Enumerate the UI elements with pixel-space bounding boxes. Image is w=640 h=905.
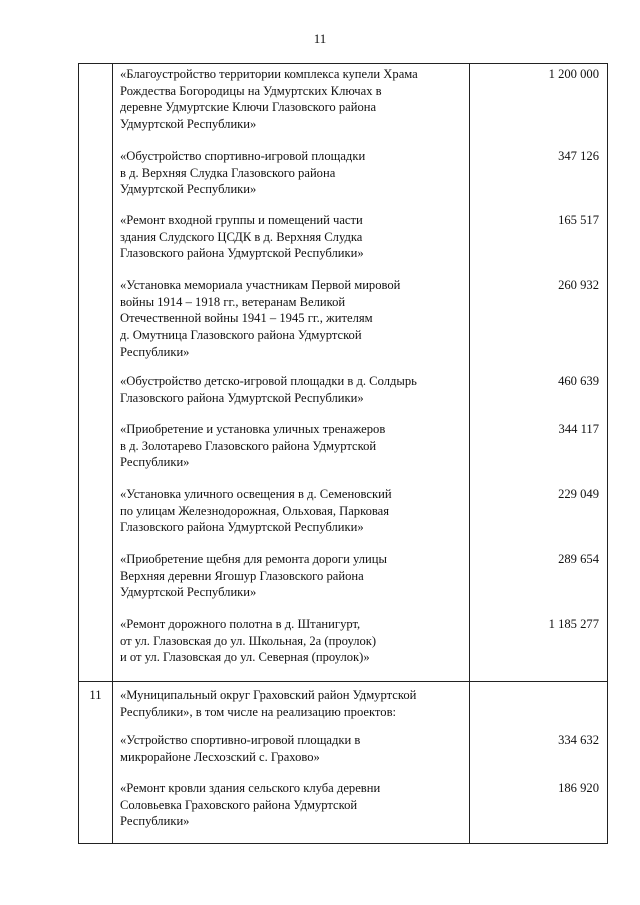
row-divider-section-11 xyxy=(79,681,607,682)
project-amount: 289 654 xyxy=(558,552,599,566)
project-description: «Ремонт дорожного полотна в д. Штанигурт, от ул. Глазовская до ул. Школьная, 2а (проулок) и от ул. Глазовская до ул. Северная (проулок)» xyxy=(120,617,377,665)
column-divider-amount xyxy=(469,64,470,843)
project-amount: 344 117 xyxy=(558,422,599,436)
page-number: 11 xyxy=(313,31,327,46)
project-description: «Ремонт входной группы и помещений части здания Слудского ЦСДК в д. Верхняя Слудка Глазовского района Удмуртской Республики» xyxy=(120,213,364,261)
project-amount: 260 932 xyxy=(558,278,599,292)
section-description: «Муниципальный округ Граховский район Удмуртской Республики», в том числе на реализацию проектов: xyxy=(120,688,417,719)
project-amount: 334 632 xyxy=(558,733,599,747)
project-description: «Ремонт кровли здания сельского клуба деревни Соловьевка Граховского района Удмуртской Республики» xyxy=(120,781,381,829)
project-description: «Установка уличного освещения в д. Семеновский по улицам Железнодорожная, Ольховая, Парковая Глазовского района Удмуртской Республики» xyxy=(120,487,392,535)
row-number: 11 xyxy=(89,688,102,702)
project-amount: 165 517 xyxy=(558,213,599,227)
project-amount: 1 200 000 xyxy=(548,67,599,81)
project-amount: 186 920 xyxy=(558,781,599,795)
funding-table xyxy=(78,63,608,844)
project-description: «Приобретение и установка уличных тренажеров в д. Золотарево Глазовского района Удмуртской Республики» xyxy=(120,422,386,470)
project-description: «Устройство спортивно-игровой площадки в микрорайоне Лесхозский с. Грахово» xyxy=(120,733,361,764)
project-description: «Обустройство детско-игровой площадки в д. Солдырь Глазовского района Удмуртской Республики» xyxy=(120,374,417,405)
project-description: «Установка мемориала участникам Первой мировой войны 1914 – 1918 гг., ветеранам Великой Отечественной войны 1941 – 1945 гг., жителям д. Омутница Глазовского района Удмуртской Республики» xyxy=(120,278,401,359)
project-amount: 1 185 277 xyxy=(548,617,599,631)
project-amount: 229 049 xyxy=(558,487,599,501)
project-description: «Обустройство спортивно-игровой площадки в д. Верхняя Слудка Глазовского района Удмуртской Республики» xyxy=(120,149,366,197)
column-divider-number xyxy=(112,64,113,843)
project-description: «Приобретение щебня для ремонта дороги улицы Верхняя деревни Ягошур Глазовского района Удмуртской Республики» xyxy=(120,552,387,600)
project-amount: 347 126 xyxy=(558,149,599,163)
project-amount: 460 639 xyxy=(558,374,599,388)
project-description: «Благоустройство территории комплекса купели Храма Рождества Богородицы на Удмуртских Ключах в деревне Удмуртские Ключи Глазовского района Удмуртской Республики» xyxy=(120,67,418,132)
